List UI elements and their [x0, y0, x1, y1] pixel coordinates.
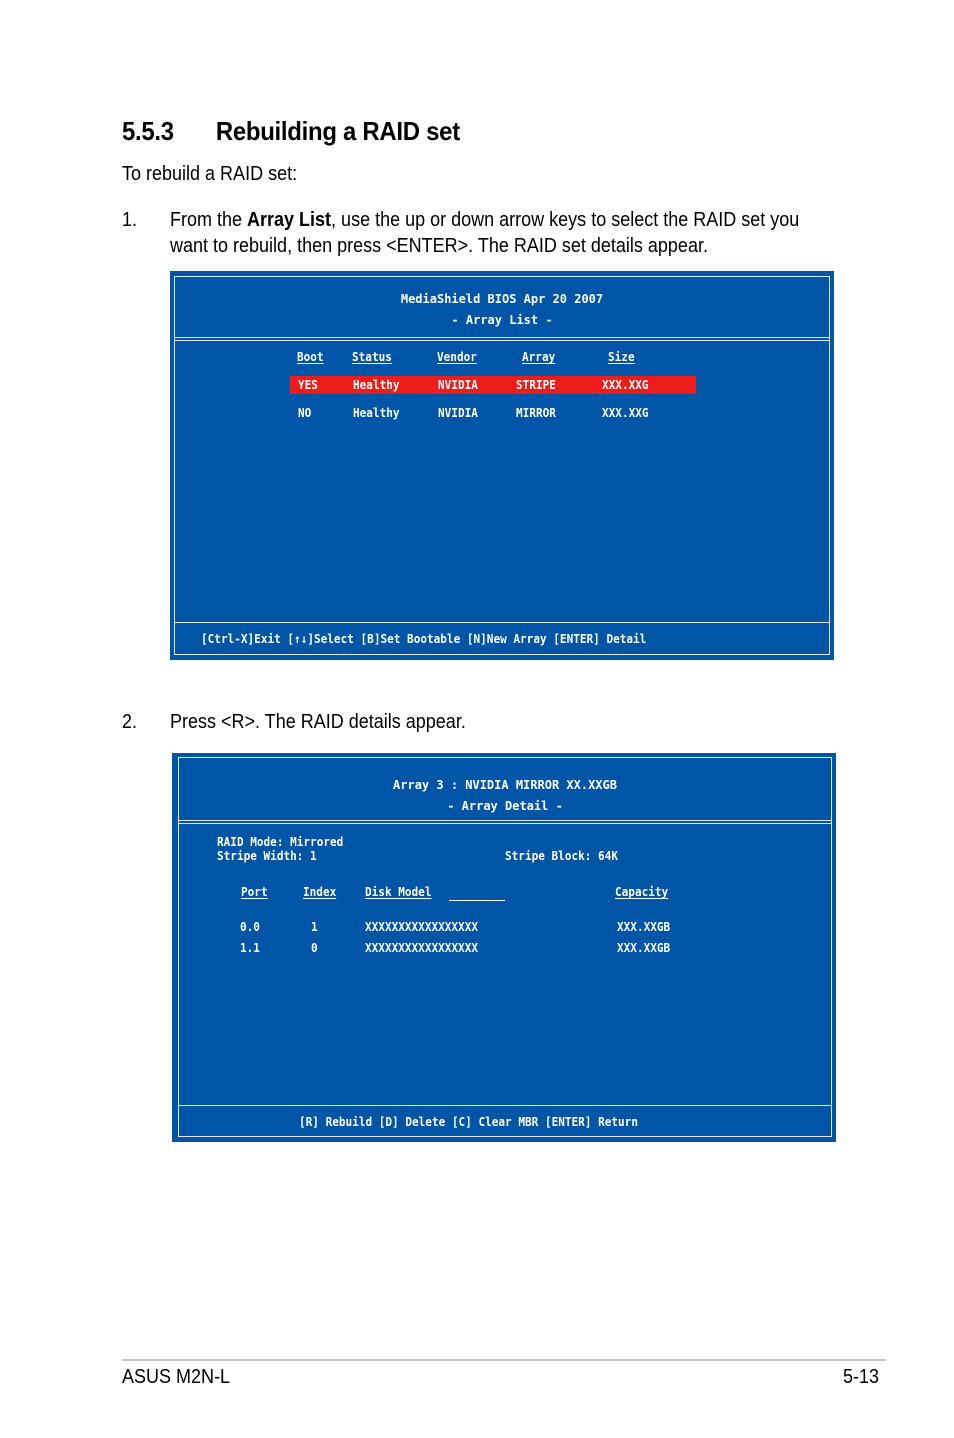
raid-mode: RAID Mode: Mirrored [217, 835, 344, 849]
row-1-boot[interactable]: YES [298, 378, 318, 392]
step-1-text-a: From the [170, 209, 248, 231]
step-2-text: Press <R>. The RAID details appear. [170, 711, 466, 733]
row-1-vendor[interactable]: NVIDIA [438, 378, 478, 392]
step-1-number: 1. [122, 209, 138, 231]
bios-frame [174, 276, 830, 655]
detail-key-legend: [R] Rebuild [D] Delete [C] Clear MBR [ENTER] Return [299, 1115, 638, 1129]
bios-frame [178, 757, 832, 1137]
disk-1-index: 1 [311, 920, 318, 934]
disk-2-index: 0 [311, 941, 318, 955]
disk-1-port: 0.0 [240, 920, 260, 934]
col-header-array: Array [522, 350, 556, 364]
disk-1-model: XXXXXXXXXXXXXXXXX [365, 920, 479, 934]
footer-product-name: ASUS M2N-L [122, 1366, 231, 1388]
col-header-size: Size [608, 350, 635, 364]
row-2-vendor[interactable]: NVIDIA [438, 406, 478, 420]
bios-divider [179, 820, 831, 821]
section-title: Rebuilding a RAID set [215, 116, 460, 146]
detail-subtitle: - Array Detail - [447, 799, 563, 813]
footer-page-number: 5-13 [843, 1366, 880, 1388]
bios-array-detail-screen [172, 753, 836, 1142]
bios-divider [175, 337, 829, 338]
col-header-vendor: Vendor [437, 350, 477, 364]
col-header-port: Port [241, 885, 268, 899]
row-2-size[interactable]: XXX.XXG [602, 406, 649, 420]
col-header-index: Index [303, 885, 337, 899]
intro-text: To rebuild a RAID set: [122, 163, 298, 185]
row-1-array[interactable]: STRIPE [516, 378, 556, 392]
disk-model-underline [449, 900, 505, 901]
bios-subtitle: - Array List - [451, 313, 553, 327]
section-number: 5.5.3 [122, 116, 174, 146]
step-1-bold-term: Array List [247, 209, 332, 231]
stripe-width: Stripe Width: 1 [217, 849, 317, 863]
bios-divider [179, 823, 831, 824]
col-header-status: Status [352, 350, 392, 364]
stripe-block: Stripe Block: 64K [505, 849, 619, 863]
bios-footer-divider [175, 622, 829, 623]
col-header-capacity: Capacity [615, 885, 669, 899]
row-1-status[interactable]: Healthy [353, 378, 400, 392]
step-1-line-2: want to rebuild, then press <ENTER>. The RAID set details appear. [170, 235, 708, 257]
step-1-text-b: , use the up or down arrow keys to select the RAID set you [331, 209, 800, 231]
row-2-boot[interactable]: NO [298, 406, 312, 420]
col-header-disk-model: Disk Model [365, 885, 432, 899]
row-1-size[interactable]: XXX.XXG [602, 378, 649, 392]
section-heading [122, 116, 460, 147]
disk-2-port: 1.1 [240, 941, 260, 955]
bios-divider [175, 340, 829, 341]
bios-array-list-screen [170, 271, 834, 660]
row-2-array[interactable]: MIRROR [516, 406, 556, 420]
row-2-status[interactable]: Healthy [353, 406, 400, 420]
col-header-boot: Boot [297, 350, 324, 364]
footer-rule [122, 1359, 886, 1361]
bios-key-legend: [Ctrl-X]Exit [↑↓]Select [B]Set Bootable [N]New Array [ENTER] Detail [201, 632, 647, 646]
disk-2-capacity: XXX.XXGB [617, 941, 671, 955]
disk-2-model: XXXXXXXXXXXXXXXXX [365, 941, 479, 955]
step-2-number: 2. [122, 711, 138, 733]
step-1-line-1 [170, 209, 799, 232]
detail-title: Array 3 : NVIDIA MIRROR XX.XXGB [393, 778, 617, 792]
disk-1-capacity: XXX.XXGB [617, 920, 671, 934]
bios-footer-divider [179, 1105, 831, 1106]
bios-title: MediaShield BIOS Apr 20 2007 [400, 292, 604, 306]
